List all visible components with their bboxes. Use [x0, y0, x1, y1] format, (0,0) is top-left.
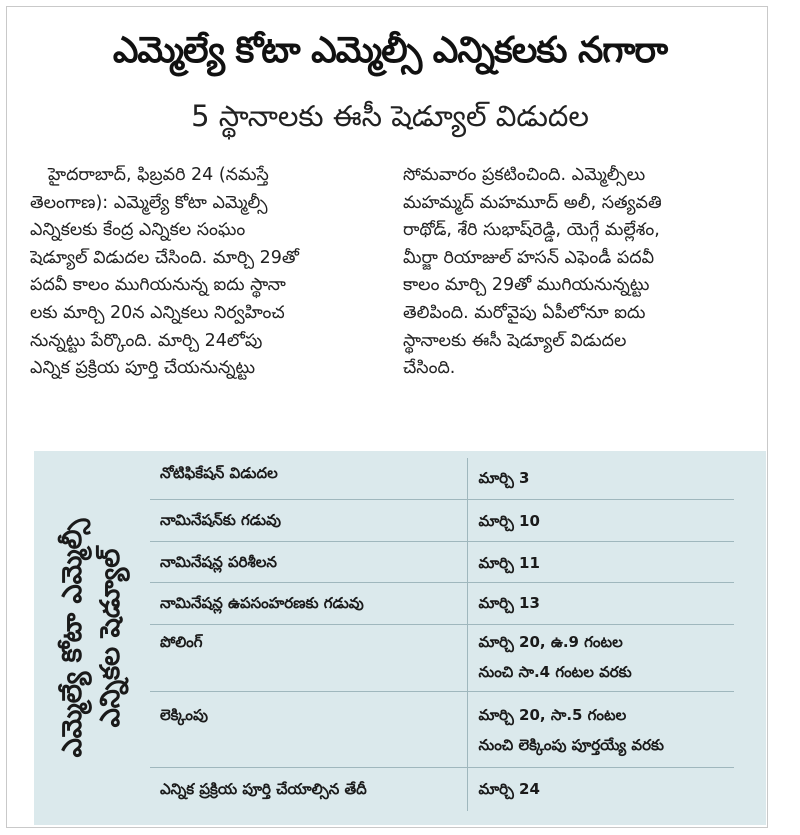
headline: ఎమ్మెల్యే కోటా ఎమ్మెల్సీ ఎన్నికలకు నగారా: [112, 30, 668, 71]
body-line: లకు మార్చి 20న ఎన్నికలు నిర్వహించ: [30, 302, 285, 323]
body-line: స్థానాలకు ఈసీ షెడ్యూల్ విడుదల: [403, 330, 627, 351]
event-cell: నామినేషన్ల పరిశీలన: [150, 541, 468, 582]
date-cell: మార్చి 24: [478, 779, 540, 798]
article-right-column: [403, 162, 743, 383]
event-cell: నామినేషన్ల ఉపసంహరణకు గడువు: [150, 582, 468, 624]
body-line: తెలంగాణ): ఎమ్మెల్యే కోటా ఎమ్మెల్సీ: [30, 192, 268, 213]
schedule-table: [150, 458, 734, 811]
body-line: కాలం మార్చి 29తో ముగియనున్నట్టు: [403, 275, 650, 296]
event-cell: పోలింగ్: [150, 624, 468, 691]
table-row: [150, 624, 734, 691]
schedule-side-title: [34, 451, 150, 825]
body-line: సోమవారం ప్రకటించింది. ఎమ్మెల్సీలు: [403, 165, 646, 185]
body-line: రాథోడ్, శేరి సుభాష్‌రెడ్డి, యెగ్గే మల్లేశం,: [403, 220, 660, 241]
table-row: [150, 767, 734, 811]
body-line: ఎన్నికలకు కేంద్ర ఎన్నికల సంఘం: [30, 220, 246, 241]
date-cell: మార్చి 11: [468, 541, 734, 582]
event-cell: నామినేషన్‌కు గడువు: [150, 499, 468, 541]
event-cell: నోటిఫికేషన్ విడుదల: [150, 458, 468, 499]
body-line: నున్నట్టు పేర్కొంది. మార్చి 24లోపు: [30, 330, 263, 351]
date-cell: మార్చి 20, సా.5 గంటల నుంచి లెక్కింపు పూర్తయ్యే వరకు: [468, 691, 734, 767]
date-cell: మార్చి 13: [468, 582, 734, 624]
body-line: షెడ్యూల్ విడుదల చేసింది. మార్చి 29తో: [30, 247, 299, 268]
date-cell: మార్చి 3: [468, 458, 734, 499]
table-row: [150, 691, 734, 767]
date-cell: మార్చి 10: [468, 499, 734, 541]
date-cell: మార్చి 20, ఉ.9 గంటల నుంచి సా.4 గంటల వరకు: [468, 624, 734, 691]
event-cell: ఎన్నిక ప్రక్రియ పూర్తి చేయాల్సిన తేదీ: [150, 767, 468, 811]
table-row: [150, 541, 734, 582]
body-line: చేసింది.: [403, 358, 456, 379]
table-row: [150, 499, 734, 541]
table-row: [150, 458, 734, 499]
side-title-line-2: ఎన్నికల షెడ్యూల్: [95, 548, 126, 728]
body-line: తెలిపింది. మరోవైపు ఏపీలోనూ ఐదు: [403, 302, 646, 323]
table-row: [150, 582, 734, 624]
body-line: పదవీ కాలం ముగియనున్న ఐదు స్థానా: [30, 275, 286, 296]
subheadline: 5 స్థానాలకు ఈసీ షెడ్యూల్ విడుదల: [191, 99, 589, 133]
body-line: మహమ్మద్ మహమూద్ అలీ, సత్యవతి: [403, 192, 662, 213]
body-line: మీర్జా రియాజుల్ హసన్ ఎఫెండీ పదవీ: [403, 247, 655, 268]
side-title-line-1: ఎమ్మెల్యే కోటా ఎమ్మెల్సీ: [57, 518, 88, 758]
body-line: ఎన్నిక ప్రక్రియ పూర్తి చేయనున్నట్టు: [30, 358, 256, 379]
article-left-column: [30, 162, 370, 383]
body-line: హైదరాబాద్, ఫిబ్రవరి 24 (నమస్తే: [48, 165, 269, 185]
event-cell: లెక్కింపు: [150, 691, 468, 767]
